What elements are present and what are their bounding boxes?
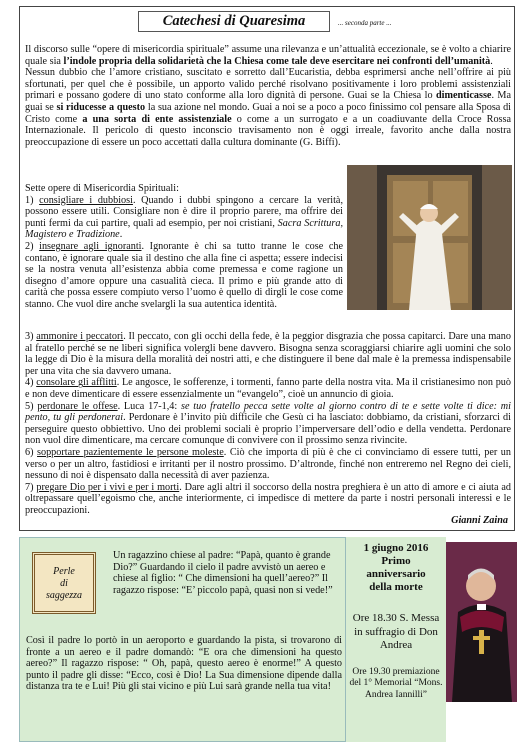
text-run: Nessun dubbio che l’amore cristiano, suscitato e sorretto dall’Eucaristia, debba esprimersi anche nell’offrire ai più sfortunati, per quel che è possibile, un apporto valido perché risolvano positivamente i loro problemi assistenziali primari e possano godere di uno stato conforme alla loro dignità di persone. Guai se la Chiesa lo: [25, 67, 511, 102]
text-run: o come a un surrogato e a un coadiuvante della Croce Rossa Internazionale. Il pericolo di questo inconscio travisamento non è oggi irreale, favorito anche dalla nostra preoccupazione di essere un poco accettati dalla cultura dominante (G. Biffi).: [25, 113, 511, 148]
emphasis: l’indole propria della solidarietà che la Chiesa come tale deve esercitare nei confronti dell’umanità: [63, 55, 491, 67]
mass-announcement: Ore 18.30 S. Messa in suffragio di Don Andrea: [352, 612, 440, 651]
work-title: sopportare pazientemente le persone moleste: [37, 446, 224, 458]
memorial-announcement: Ore 19.30 premiazione del 1° Memorial “Mons. Andrea Iannilli”: [349, 666, 443, 700]
anniversary-line: della morte: [369, 581, 423, 593]
wisdom-paragraph: Così il padre lo portò in un aeroporto e guardando la pista, si trovarono di fronte a un aereo e il padre domandò: “E ora che dimensioni ha questo aereo?” Il ragazzo rispose: “ Oh, papà, questo aereo è enorme!” A questo punto il padre gli disse: “Ecco, così è Dio! La Sua dimensione dipende dalla distanza tra te e Lui! Più gli stai vicino e più Lui sarà grande nella tua vita!: [26, 635, 342, 693]
work-number: 7): [25, 481, 37, 493]
text-run: . Ciò che importa di più è che ci convinciamo di essere tutti, per un verso o per un altro, fastidiosi e irritanti per il nostro prossimo. D’altronde, finché non entreremo nel Regno dei cieli, nessuno di noi è dispensato dalla necessità di aver pazienza.: [25, 446, 511, 482]
text-run: . Le angosce, le sofferenze, i tormenti, fanno parte della nostra vita. Ma il cristianesimo non può e non deve dimenticare di essere essenzialmente un “evangelo”, cioè un annuncio di gioia.: [25, 377, 511, 400]
wisdom-text-top: [113, 550, 343, 596]
text-run: .: [490, 55, 493, 67]
anniversary-line: Primo: [381, 555, 411, 567]
pope-photo: [347, 165, 512, 310]
wisdom-paragraph: Un ragazzino chiese al padre: “Papà, quanto è grande Dio?” Guardando il cielo il padre avvistò un aereo e chiese al figlio: “ Che dimensioni ha quell’aereo?” Il ragazzo rispose: “E’ piccolo papà, quasi non si vede!”: [113, 550, 333, 596]
badge-line: di: [60, 578, 68, 589]
work-7: [25, 482, 511, 517]
text-run: . Ignorante è chi sa tutto tranne le cose che contano, è ignorare quale sia il destino che alla fine ci aspetta; essere indecisi se la nostra venuta all’esistenza abbia come premessa e come ragione un disegno d’amore oppure una casualità cieca. Il primo e più grande atto di carità che possa essere compiuto verso l’uomo è quello di dirgli le cose come stanno. Che vuol dire anche svelargli la sua autentica identità.: [25, 240, 343, 310]
anniversary-date: 1 giugno 2016: [363, 542, 429, 554]
pope-holy-door-image: [347, 165, 512, 310]
text-run: .: [119, 229, 123, 241]
italic-run: Sacra Scrittura, Magistero e Tradizione: [25, 217, 343, 241]
work-1: [25, 195, 343, 241]
italic-run: se tuo fratello pecca sette volte al giorno contro di te e sette volte ti dice: mi pento, tu gli perdonerai: [25, 400, 511, 424]
article-title: Catechesi di Quaresima: [138, 11, 330, 32]
anniversary-box: [346, 537, 517, 742]
work-title: consigliare i dubbiosi: [39, 194, 133, 206]
emphasis: a una sorta di ente assistenziale: [82, 113, 232, 125]
work-5: [25, 401, 511, 447]
catechesi-article: [19, 6, 515, 531]
works-column: [25, 183, 343, 311]
work-number: 1): [25, 194, 40, 206]
text-run: . Quando i dubbi spingono a cercare la verità, possono essere utili. Consigliare non è dire il proprio parere, ma offrire dei punti fermi da cui partire, quali ad esempio, per noi cristiani,: [25, 194, 343, 229]
work-title: perdonare le offese: [37, 400, 118, 412]
badge-line: Perle: [53, 566, 75, 577]
page: [19, 6, 517, 742]
text-run: Il discorso sulle “opere di misericordia spirituale” assume una rilevanza e un’attualità eccezionale, se è volto a chiarire quale sia: [25, 44, 511, 67]
work-number: 3): [25, 331, 37, 342]
work-4: [25, 377, 511, 400]
text-run: . Perdonare è l’invito più difficile che Gesù ci ha lasciato: dobbiamo, da cristiani, sforzarci di perseguire questo obbiettivo. Uno dei problemi sociali è proprio l’imperversare dell’odio e della vendetta. Perdonare non vuol dire dimenticare, ma cercare comunque di convivere con il prossimo senza rivincite.: [25, 412, 511, 447]
wisdom-box: [19, 537, 346, 742]
text-run: . Dare agli altri il soccorso della nostra preghiera è un atto di amore e ci aiuta ad oltrepassare quell’egoismo che, anche interiormente, ci impedisce di mettere da parte i nostri personali interessi e le preoccupazioni.: [25, 481, 511, 516]
work-title: insegnare agli ignoranti: [39, 240, 142, 252]
work-2: [25, 241, 343, 311]
badge-line: saggezza: [45, 590, 83, 601]
anniversary-text: [346, 537, 446, 742]
works-continued: [25, 331, 511, 517]
perle-di-saggezza-badge: [32, 552, 96, 614]
don-andrea-portrait: [446, 542, 517, 702]
work-number: 6): [25, 446, 38, 458]
works-heading: Sette opere di Misericordia Spirituali:: [25, 183, 179, 194]
priest-portrait-image: [446, 542, 517, 702]
text-run: . Luca 17-1,4:: [117, 400, 181, 412]
work-3: [25, 331, 511, 377]
author-signature: Gianni Zaina: [451, 515, 508, 526]
work-title: ammonire i peccatori: [36, 331, 124, 342]
work-6: [25, 447, 511, 482]
work-title: pregare Dio per i vivi e per i morti: [36, 481, 180, 493]
anniversary-line: anniversario: [366, 568, 426, 580]
intro-paragraph-1: [25, 44, 511, 67]
work-number: 5): [25, 400, 38, 412]
text-run: la sua azione nel mondo. Guai a noi se a poco a poco finissimo col pensare alla Sposa di Cristo come: [25, 101, 511, 125]
work-number: 4): [25, 377, 37, 389]
wisdom-text-bottom: [26, 635, 342, 693]
intro-paragraph-2: [25, 67, 511, 148]
work-number: 2): [25, 240, 40, 252]
work-title: consolare gli afflitti: [36, 377, 117, 389]
text-run: . Il peccato, con gli occhi della fede, è la peggior disgrazia che possa capitarci. Dare una mano al fratello perché se ne liberi significa volergli bene davvero. Bisogna senza scoraggiarsi chiarire agli uomini che solo la legge di Dio è la misura della moralità dei nostri atti, e che distinguere il bene dal male è la premessa indispensabile per una vita che sia davvero umana.: [25, 331, 511, 377]
intro-text: [25, 44, 511, 148]
text-run: . Ma guai se: [25, 90, 511, 113]
emphasis: si riducesse a questo: [56, 101, 146, 113]
emphasis: dimenticasse: [435, 90, 492, 102]
article-subtitle: ... seconda parte ...: [338, 19, 392, 27]
